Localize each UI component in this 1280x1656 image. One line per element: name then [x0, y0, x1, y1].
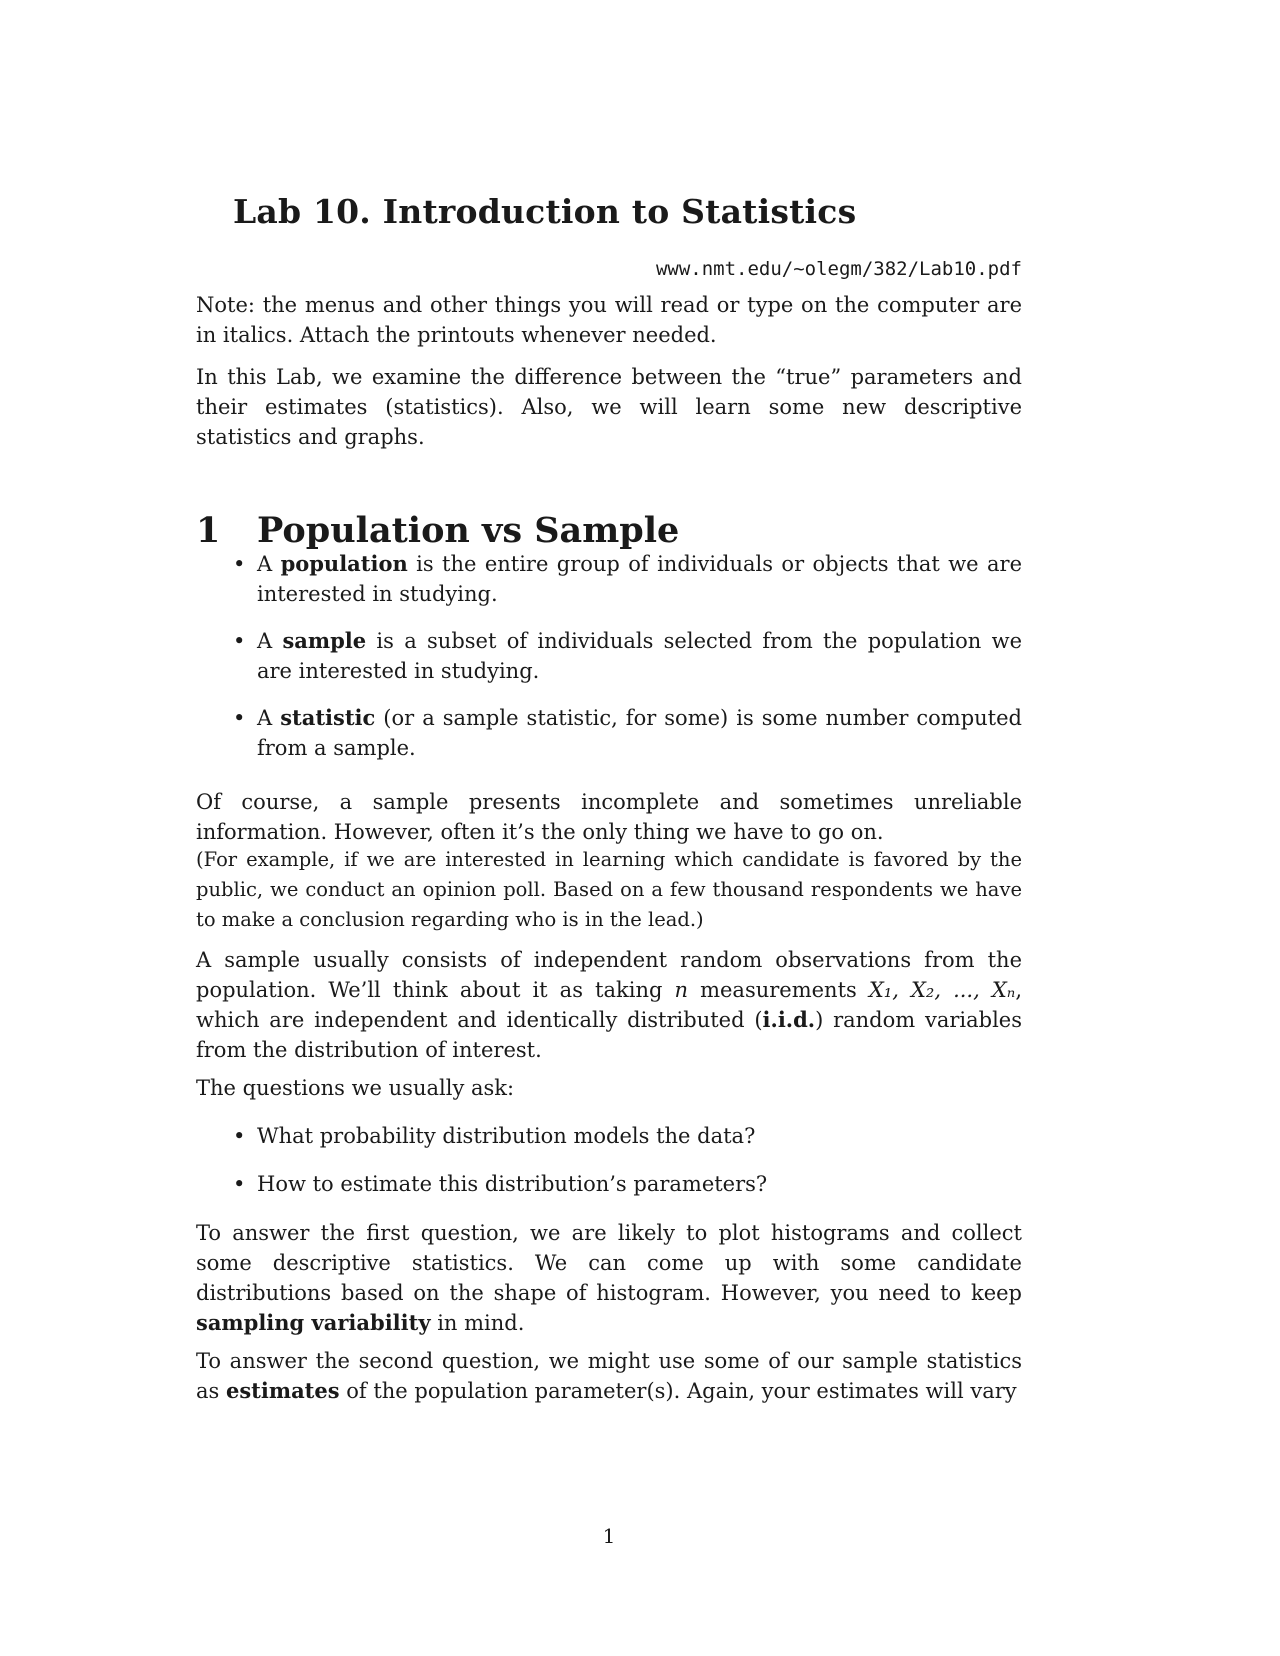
bullet-text: A sample is a subset of individuals selected from the population we are interested in studying. [257, 628, 1023, 683]
bullet-text: A population is the entire group of individuals or objects that we are interested in studying. [257, 551, 1022, 606]
section-title: Population vs Sample [257, 510, 680, 551]
term-statistic: statistic [280, 705, 376, 730]
note-paragraph: Note: the menus and other things you will read or type on the computer are in italics. Attach the printouts whenever needed. [196, 293, 1022, 347]
term-sample: sample [282, 628, 367, 653]
bullet-dot-icon: • [233, 706, 246, 730]
bullet-text: What probability distribution models the data? [257, 1124, 756, 1148]
document-title: Lab 10. Introduction to Statistics [233, 192, 857, 231]
section-heading [196, 510, 679, 551]
sample-paragraph: A sample usually consists of independent random observations from the population. We’ll think about it as taking n measurements X₁, X₂, ..., Xₙ, which are independent and identically distributed (i.i.d.) random variables from the distribution of interest. [196, 948, 1022, 1062]
document-page [196, 0, 1022, 1656]
bullet-text: How to estimate this distribution’s parameters? [257, 1172, 768, 1196]
term-estimates: estimates [225, 1378, 340, 1403]
page-number: 1 [602, 1524, 616, 1548]
document-url: www.nmt.edu/~olegm/382/Lab10.pdf [655, 258, 1022, 280]
math-n: n [674, 978, 689, 1002]
intro-paragraph: In this Lab, we examine the difference between the “true” parameters and their estimates (statistics). Also, we will learn some new descriptive statistics and graphs. [196, 365, 1022, 449]
bullet-dot-icon: • [233, 1124, 246, 1148]
second-question-paragraph: To answer the second question, we might use some of our sample statistics as estimates of the population parameter(s). Again, your estimates will vary [196, 1349, 1022, 1403]
example-paragraph: (For example, if we are interested in learning which candidate is favored by the public, we conduct an opinion poll. Based on a few thousand respondents we have to make a conclusion regarding who is in the lead.) [196, 848, 1022, 931]
term-population: population [280, 551, 408, 576]
bullet-dot-icon: • [233, 629, 246, 653]
section-number: 1 [196, 510, 221, 551]
math-variables: X₁, X₂, ..., Xₙ [868, 978, 1016, 1002]
of-course-paragraph: Of course, a sample presents incomplete and sometimes unreliable information. However, often it’s the only thing we have to go on. [196, 790, 1022, 844]
term-sampling-variability: sampling variability [196, 1310, 431, 1335]
bullet-dot-icon: • [233, 552, 246, 576]
first-question-paragraph: To answer the first question, we are likely to plot histograms and collect some descriptive statistics. We can come up with some candidate distributions based on the shape of histogram. However, you need to keep sampling variability in mind. [196, 1221, 1022, 1335]
questions-paragraph: The questions we usually ask: [196, 1076, 515, 1100]
term-iid: i.i.d. [762, 1007, 816, 1032]
bullet-dot-icon: • [233, 1172, 246, 1196]
bullet-text: A statistic (or a sample statistic, for some) is some number computed from a sample. [257, 705, 1022, 760]
